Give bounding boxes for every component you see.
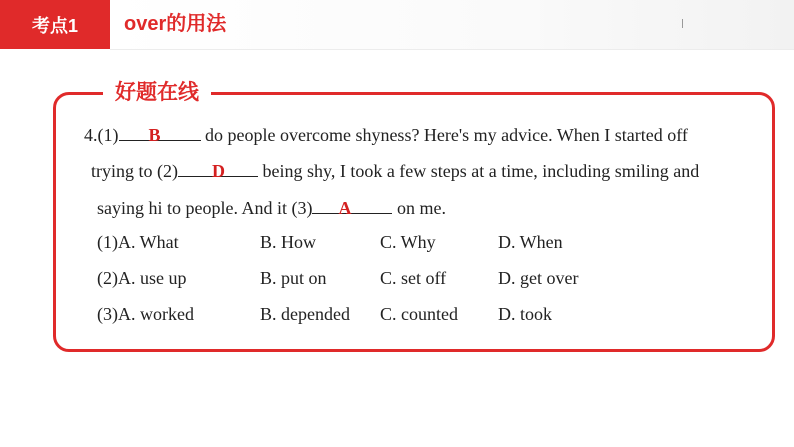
- option-1c: C. Why: [380, 232, 436, 252]
- top-header-bar: [0, 0, 794, 49]
- question-text-3b: on me.: [392, 198, 446, 218]
- option-2d: D. get over: [498, 268, 579, 288]
- question-text-2a: trying to (2): [91, 161, 178, 181]
- question-text-3a: saying hi to people. And it (3): [97, 198, 313, 218]
- question-line-3: [97, 195, 446, 220]
- option-2b: B. put on: [260, 268, 327, 288]
- answer-1: B: [148, 125, 161, 145]
- answer-3: A: [338, 198, 352, 218]
- option-3b: B. depended: [260, 304, 350, 324]
- option-2a: (2)A. use up: [97, 268, 187, 288]
- option-1a: (1)A. What: [97, 232, 179, 252]
- topic-tag: 考点1: [0, 0, 110, 49]
- option-3c: C. counted: [380, 304, 458, 324]
- blank-2: [178, 158, 258, 181]
- option-2c: C. set off: [380, 268, 447, 288]
- option-3a: (3)A. worked: [97, 304, 194, 324]
- section-heading: over的用法: [124, 13, 227, 35]
- divider-tick: [682, 19, 683, 28]
- question-number: 4.(1): [84, 125, 119, 145]
- option-3d: D. took: [498, 304, 552, 324]
- question-line-1: [84, 122, 688, 147]
- panel-title: 好题在线: [103, 79, 211, 107]
- blank-1: [119, 122, 201, 145]
- question-text-2b: being shy, I took a few steps at a time, including smiling and: [258, 161, 700, 181]
- answer-2: D: [212, 161, 225, 181]
- option-1b: B. How: [260, 232, 317, 252]
- option-1d: D. When: [498, 232, 563, 252]
- question-text-1: do people overcome shyness? Here's my advice. When I started off: [200, 125, 688, 145]
- question-line-2: [91, 158, 699, 183]
- blank-3: [312, 195, 392, 218]
